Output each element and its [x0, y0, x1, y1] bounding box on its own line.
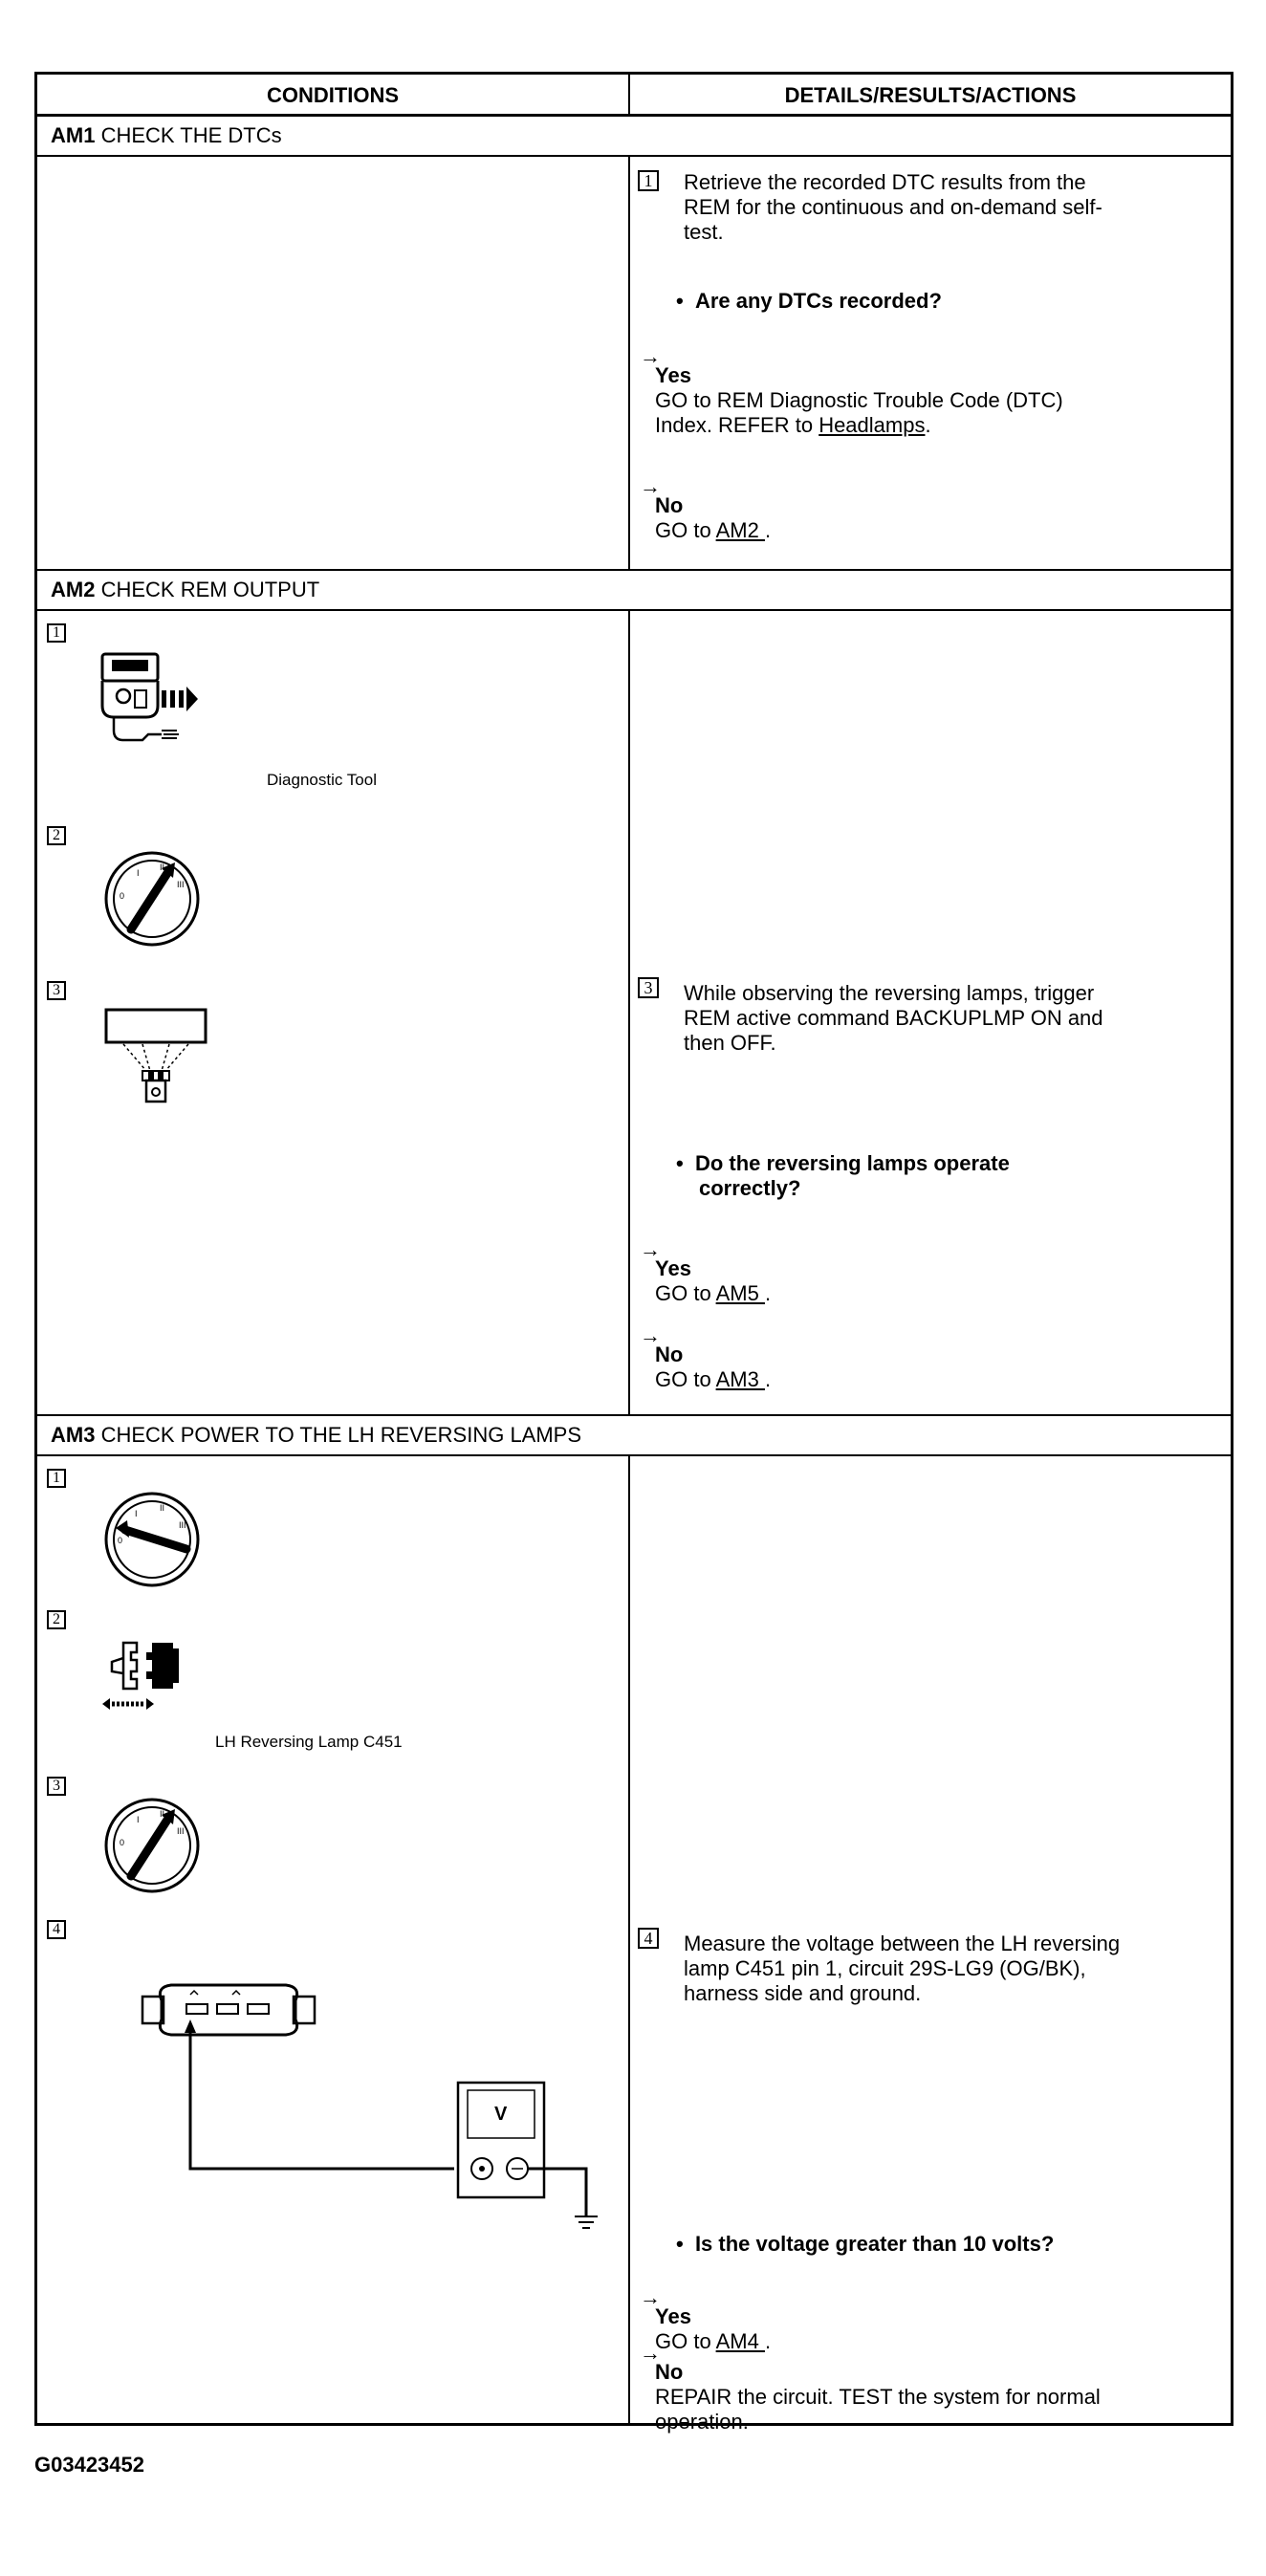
am3-title: CHECK POWER TO THE LH REVERSING LAMPS [100, 1423, 582, 1447]
am3-action-number: 4 [638, 1928, 659, 1949]
am3-no-label: No [655, 2360, 684, 2384]
svg-text:II: II [160, 862, 165, 872]
am3-step4-number: 4 [47, 1920, 66, 1939]
am3-no-line2: operation. [655, 2410, 749, 2434]
svg-text:III: III [179, 1520, 186, 1530]
am3-action-line1: Measure the voltage between the LH reversing [684, 1932, 1121, 1955]
svg-text:I: I [137, 868, 140, 878]
am1-no-label: No [655, 493, 684, 517]
connector-disconnect-icon [95, 1633, 238, 1729]
am2-action-number: 3 [638, 977, 659, 998]
am1-heading [37, 117, 1231, 157]
am2-question-line2: correctly? [699, 1176, 801, 1200]
am2-heading [37, 571, 1231, 611]
am2-no-label: No [655, 1343, 684, 1366]
am3-question [676, 2232, 1054, 2257]
arrow-icon: → [640, 2285, 661, 2309]
am1-no-prefix: GO to [655, 518, 716, 542]
arrow-icon: → [640, 2341, 661, 2365]
bullet-icon: • [676, 2232, 684, 2256]
am1-step-line1: Retrieve the recorded DTC results from the [684, 170, 1086, 194]
ignition-switch-icon [102, 849, 207, 954]
svg-text:III: III [177, 1826, 185, 1836]
arrow-icon: → [640, 344, 661, 368]
arrow-icon: → [640, 1237, 661, 1261]
am1-question-text: Are any DTCs recorded? [694, 289, 942, 313]
svg-text:II: II [160, 1809, 165, 1819]
connector-caption: LH Reversing Lamp C451 [215, 1733, 403, 1751]
voltmeter-label: V [494, 2104, 508, 2125]
bullet-icon: • [676, 289, 684, 313]
am3-question-text: Is the voltage greater than 10 volts? [694, 2232, 1055, 2256]
am1-step-line2: REM for the continuous and on-demand self- [684, 195, 1102, 219]
am5-link[interactable]: AM5 [715, 1281, 765, 1305]
arrow-icon: → [640, 1323, 661, 1347]
am3-no [640, 2341, 1101, 2434]
am2-yes-suffix: . [764, 1281, 772, 1305]
am2-action-text [684, 981, 1219, 1056]
am2-id: AM2 [51, 578, 96, 601]
reversing-lamp-icon [104, 1004, 248, 1109]
am2-title: CHECK REM OUTPUT [100, 578, 320, 601]
details-header: DETAILS/RESULTS/ACTIONS [630, 75, 1231, 117]
am3-action-line2: lamp C451 pin 1, circuit 29S-LG9 (OG/BK), [684, 1956, 1086, 1980]
svg-text:0: 0 [120, 1838, 125, 1847]
am2-no [640, 1323, 771, 1392]
ignition-off-icon [102, 1490, 207, 1595]
am1-yes [640, 344, 1063, 438]
am3-heading [37, 1416, 1231, 1456]
am2-divider [628, 611, 630, 1414]
am2-question [676, 1151, 1010, 1201]
am1-divider [628, 157, 630, 569]
diagnostic-tool-icon [95, 648, 257, 763]
am3-step2-number: 2 [47, 1610, 66, 1629]
svg-text:0: 0 [118, 1536, 123, 1545]
am1-step-number: 1 [638, 170, 659, 191]
am3-divider [628, 1456, 630, 2423]
svg-text:III: III [177, 880, 185, 889]
am2-yes [640, 1237, 771, 1306]
diagnostic-tool-caption: Diagnostic Tool [267, 771, 377, 789]
am2-step1-number: 1 [47, 623, 66, 643]
svg-text:II: II [160, 1503, 165, 1513]
am1-title: CHECK THE DTCs [100, 123, 282, 147]
am3-yes-suffix: . [764, 2329, 772, 2353]
am3-yes-prefix: GO to [655, 2329, 716, 2353]
conditions-header: CONDITIONS [37, 75, 628, 117]
am3-link[interactable]: AM3 [715, 1367, 765, 1391]
am2-yes-prefix: GO to [655, 1281, 716, 1305]
am1-step-text [684, 170, 1219, 245]
arrow-icon: → [640, 474, 661, 498]
svg-text:I: I [137, 1815, 140, 1824]
am3-action-line3: harness side and ground. [684, 1981, 922, 2005]
am2-yes-label: Yes [655, 1256, 691, 1280]
am1-yes-line2: Index. REFER to [655, 413, 819, 437]
am3-yes-label: Yes [655, 2304, 691, 2328]
am2-question-line1: Do the reversing lamps operate [694, 1151, 1010, 1175]
am3-step3-number: 3 [47, 1777, 66, 1796]
am1-id: AM1 [51, 123, 96, 147]
svg-text:I: I [135, 1509, 138, 1518]
am3-step1-number: 1 [47, 1469, 66, 1488]
diagnostic-table [34, 72, 1233, 2434]
am1-yes-label: Yes [655, 363, 691, 387]
am2-no-suffix: . [764, 1367, 772, 1391]
headlamps-link[interactable]: Headlamps [819, 413, 926, 437]
am1-yes-line1: GO to REM Diagnostic Trouble Code (DTC) [655, 388, 1063, 412]
am1-step-line3: test. [684, 220, 724, 244]
am1-question [676, 289, 942, 314]
svg-text:0: 0 [120, 891, 125, 901]
am2-action-line2: REM active command BACKUPLMP ON and [684, 1006, 1103, 1030]
am2-step3-number: 3 [47, 981, 66, 1000]
voltmeter-circuit-icon [142, 1977, 640, 2264]
bullet-icon: • [676, 1151, 684, 1175]
am1-no-suffix: . [764, 518, 772, 542]
ignition-on-icon [102, 1796, 207, 1901]
am1-yes-suffix: . [925, 413, 931, 437]
header-divider [628, 75, 630, 117]
am2-step2-number: 2 [47, 826, 66, 845]
am3-no-line1: REPAIR the circuit. TEST the system for normal [655, 2385, 1101, 2409]
am3-action-text [684, 1932, 1229, 2006]
am2-action-line1: While observing the reversing lamps, trigger [684, 981, 1095, 1005]
figure-code: G03423452 [34, 2453, 144, 2477]
am2-action-line3: then OFF. [684, 1031, 776, 1055]
am2-no-prefix: GO to [655, 1367, 716, 1391]
am2-link[interactable]: AM2 [715, 518, 765, 542]
am3-id: AM3 [51, 1423, 96, 1447]
am1-no [640, 474, 771, 543]
am4-link[interactable]: AM4 [715, 2329, 765, 2353]
